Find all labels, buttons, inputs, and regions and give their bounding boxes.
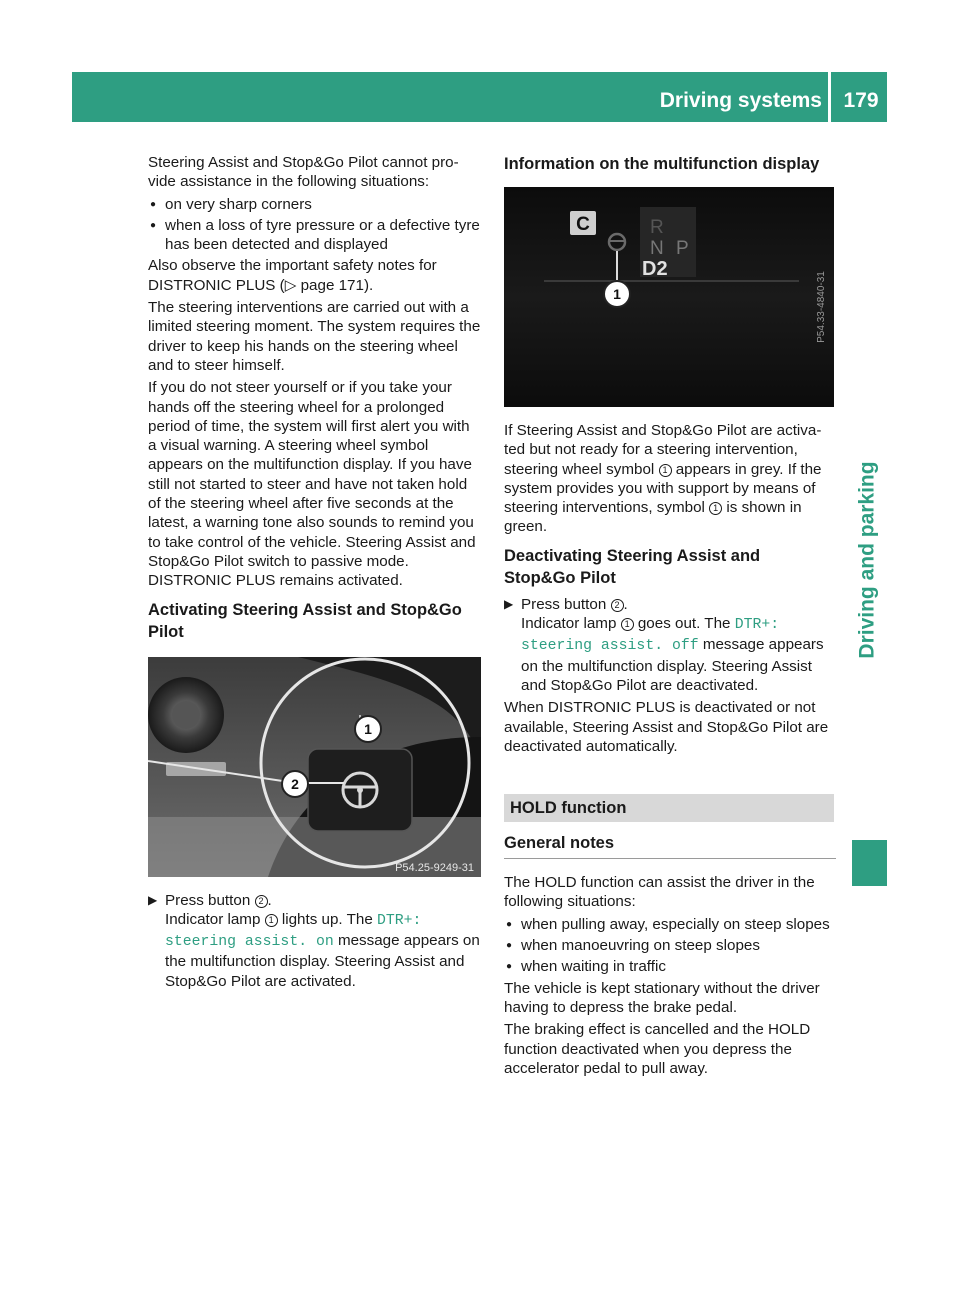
- header-separator: [828, 72, 831, 122]
- svg-text:N: N: [650, 238, 664, 259]
- photo-code: P54.25-9249-31: [395, 861, 474, 874]
- callout-2-ref: 2: [255, 895, 268, 908]
- list-item: ● when waiting in traffic: [504, 957, 836, 976]
- svg-text:R: R: [650, 217, 664, 238]
- heading-deactivate: Deactivating Steering Assist and Stop&Go Pilot: [504, 546, 761, 587]
- safety-note: Also observe the important safety notes for DISTRONIC PLUS (▷ page 171).: [148, 257, 437, 294]
- svg-text:1: 1: [613, 286, 621, 302]
- heading-info: Information on the multifunction display: [504, 155, 820, 173]
- list-item: ● on very sharp corners: [148, 195, 481, 214]
- svg-text:C: C: [576, 214, 590, 235]
- side-tab-marker: [852, 840, 887, 886]
- list-item: ● when a loss of tyre pressure or a defective tyre has been detected and displayed: [148, 216, 481, 255]
- hold-section-heading: HOLD function: [504, 794, 834, 822]
- general-notes-heading: General notes: [504, 832, 836, 859]
- photo-code: P54.33-4840-31: [816, 271, 827, 343]
- paragraph: The braking effect is cancelled and the HOLD function deactivated when you depress the accelerator pedal to pull away.: [504, 1021, 811, 1077]
- message-off: DTR+: steering assist. off: [521, 617, 780, 655]
- callout-1-ref: 1: [265, 914, 278, 927]
- paragraph: When DISTRONIC PLUS is deactivated or not available, Steering Assist and Stop&Go Pilot are deactivated automatically.: [504, 699, 829, 755]
- page-number: 179: [843, 89, 879, 112]
- list-item: ● when pulling away, especially on steep slopes: [504, 915, 836, 934]
- callout-2-label: 2: [291, 775, 299, 792]
- steering-photo-illustration: [148, 657, 481, 877]
- right-column: [504, 153, 836, 1081]
- heading-activate: Activating Steering Assist and Stop&Go Pilot: [148, 600, 462, 641]
- callout-1-label: 1: [364, 720, 372, 737]
- side-tab-label: Driving and parking: [855, 461, 879, 659]
- left-column: [148, 153, 481, 994]
- message-on: DTR+: steering assist. on: [165, 912, 422, 951]
- info-paragraph: If Steering Assist and Stop&Go Pilot are activa-ted but not ready for a steering intervention, steering wheel symbol 1 appears in grey. If the system provides you with support by means of steering interventions, symbol 1 is shown in green.: [504, 422, 822, 536]
- activate-step: ▶ Press button 2 . Indicator lamp 1 lights up. The DTR+: steering assist. on message appears on the multifunction display. Steering Assist and Stop&Go Pilot are activated.: [148, 891, 481, 991]
- multifunction-display-photo: [504, 187, 834, 407]
- display-illustration: [504, 187, 834, 407]
- svg-text:P: P: [676, 238, 689, 259]
- intro-text: Steering Assist and Stop&Go Pilot cannot pro-vide assistance in the following situations:: [148, 154, 459, 191]
- paragraph: If you do not steer yourself or if you take your hands off the steering wheel for a prolonged period of time, the system will first alert you with a visual warning. A steering wheel symbol appears on the multifunction display. If you have still not started to steer and have not taken hold of the steering wheel after five seconds at the latest, a warning tone also sounds to remind you to take control of the vehicle. Steering Assist and Stop&Go Pilot switch to passive mode. DISTRONIC PLUS remains activated.: [148, 379, 476, 590]
- hold-intro: The HOLD function can assist the driver in the following situations:: [504, 874, 815, 911]
- steering-button-photo: [148, 657, 481, 877]
- deactivate-step: ▶ Press button 2 . Indicator lamp 1 goes out. The DTR+: steering assist. off message appears on the multifunction display. Steering Assist and Stop&Go Pilot are deactivated.: [504, 595, 836, 695]
- list-item: ● when manoeuvring on steep slopes: [504, 936, 836, 955]
- paragraph: The steering interventions are carried out with a limited steering moment. The system requires the driver to keep his hands on the steering wheel and to steer himself.: [148, 299, 481, 374]
- svg-text:D2: D2: [642, 258, 668, 280]
- paragraph: The vehicle is kept stationary without the driver having to depress the brake pedal.: [504, 979, 820, 1016]
- section-title: Driving systems: [659, 89, 822, 112]
